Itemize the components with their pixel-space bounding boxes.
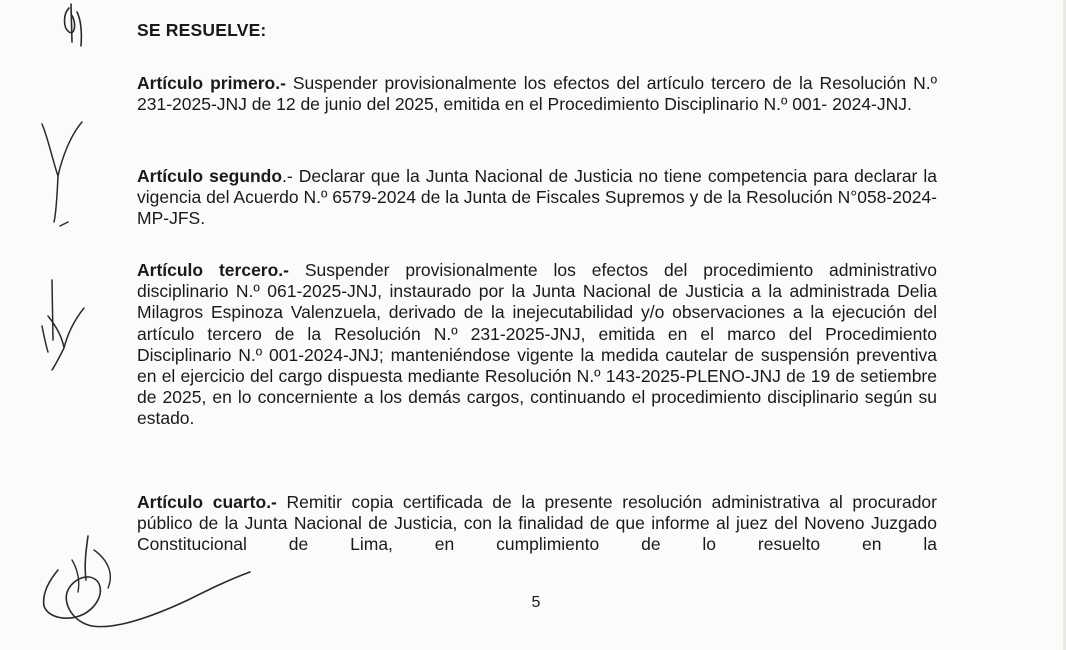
article-lead-4: Artículo cuarto.- — [137, 492, 277, 512]
bottom-signature — [28, 530, 258, 650]
margin-initial-1 — [55, 2, 95, 82]
article-body-3: Suspender provisionalmente los efectos del procedimiento administrativo disciplinario N.º 061-2025-JNJ, instaurado por la Junta Nacional de Justicia a la administrada Delia Milagros Espinoza Valenzuela, derivado de la inejecutabilidad y/o observaciones a la ejecución del artículo tercero de la Resolución N.º 231-2025-JNJ, emitida en el marco del Procedimiento Disciplinario N.º 001-2024-JNJ; manteniéndose vigente la medida cautelar de suspensión preventiva en el ejercicio del cargo dispuesta mediante Resolución N.º 143-2025-PLENO-JNJ de 19 de setiembre de 2025, en lo concerniente a los demás cargos, continuando el procedimiento disciplinario según su estado. — [137, 260, 937, 429]
article-paragraph-2 — [137, 166, 937, 230]
article-lead-2: Artículo segundo — [137, 166, 283, 186]
article-body-4: Remitir copia certificada de la presente resolución administrativa al procurador público de la Junta Nacional de Justicia, con la finalidad de que informe al juez del Noveno Juzgado Constitucional de Lima, en cumplimiento de lo resuelto en la — [137, 492, 937, 555]
page-number: 5 — [531, 594, 541, 611]
resolution-heading — [137, 20, 266, 41]
heading-text: SE RESUELVE: — [137, 20, 267, 40]
margin-initial-3 — [38, 276, 88, 376]
margin-initial-2 — [40, 118, 90, 238]
article-lead-1: Artículo primero.- — [137, 73, 286, 93]
article-paragraph-1 — [137, 73, 937, 115]
article-body-2: .- Declarar que la Junta Nacional de Justicia no tiene competencia para declarar la vigencia del Acuerdo N.º 6579-2024 de la Junta de Fiscales Supremos y de la Resolución N°058-2024-MP-JFS. — [137, 166, 938, 229]
article-body-1: Suspender provisionalmente los efectos del artículo tercero de la Resolución N.º 231-2025-JNJ de 12 de junio del 2025, emitida en el Procedimiento Disciplinario N.º 001- 2024-JNJ. — [137, 73, 937, 115]
article-paragraph-3 — [137, 260, 937, 430]
article-lead-3: Artículo tercero.- — [137, 260, 289, 280]
